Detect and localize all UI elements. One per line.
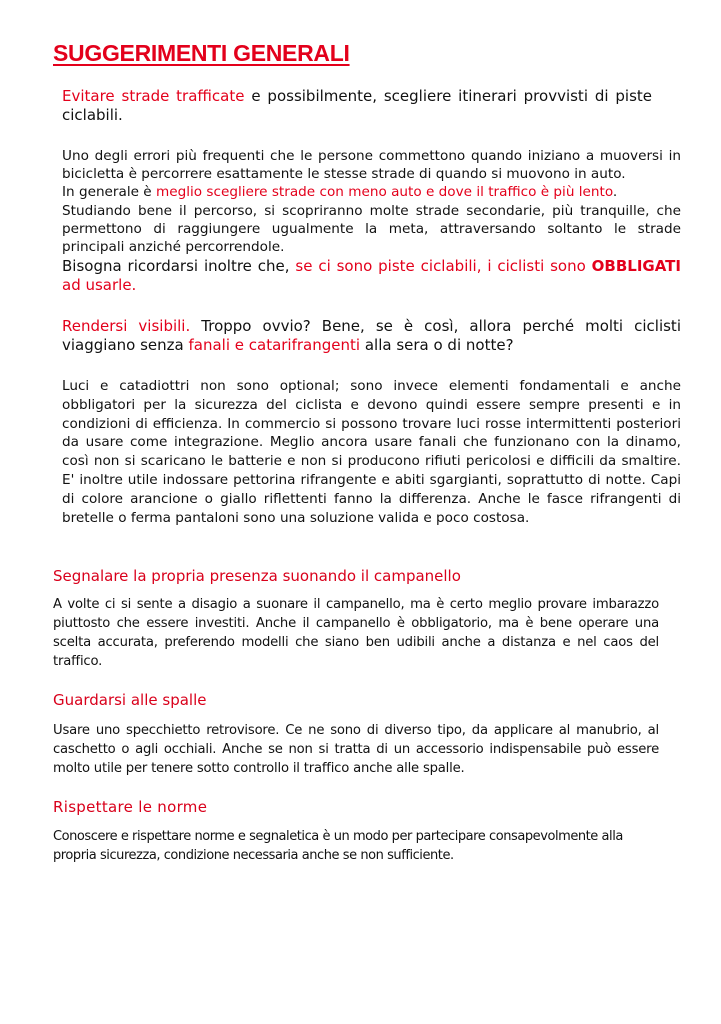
errors-p4-strong: OBBLIGATI — [591, 257, 681, 276]
intro-text: e possibilmente, scegliere itinerari provvisti di piste ciclabili. — [62, 87, 652, 124]
errors-p2-pre: In generale è — [62, 184, 156, 201]
errors-section — [62, 147, 681, 295]
rules-heading: Rispettare le norme — [53, 798, 208, 816]
errors-paragraph-4 — [62, 257, 681, 295]
rules-paragraph: Conoscere e rispettare norme e segnaletica è un modo per partecipare consapevolmente alla propria sicurezza, condizione necessaria anche se non sufficiente. — [53, 829, 623, 863]
errors-paragraph-3: Studiando bene il percorso, si scopriranno molte strade secondarie, più tranquille, che permettono di raggiungere ugualmente la meta, attraversando soltanto le strade principali anziché percorrendole. — [62, 202, 681, 256]
errors-p4-tail: ad usarle. — [62, 276, 137, 295]
bell-heading: Segnalare la propria presenza suonando il campanello — [53, 567, 461, 585]
bell-paragraph: A volte ci si sente a disagio a suonare il campanello, ma è certo meglio provare imbarazzo piuttosto che essere investiti. Anche il campanello è obbligatorio, ma è bene operare una scelta accurata, preferendo modelli che siano ben udibili anche a distanza e nel caos del traffico. — [53, 597, 659, 669]
visibility-paragraph — [62, 317, 681, 355]
errors-p4-pre: Bisogna ricordarsi inoltre che, — [62, 257, 296, 276]
visibility-text-2: alla sera o di notte? — [360, 336, 514, 354]
errors-p4-highlight: se ci sono piste ciclabili, i ciclisti sono — [295, 257, 592, 276]
visibility-highlight: Rendersi visibili. — [62, 317, 191, 335]
shoulders-heading: Guardarsi alle spalle — [53, 691, 207, 709]
visibility-text-1: Troppo ovvio? Bene, se è così, allora perché molti ciclisti viaggiano senza — [62, 317, 681, 354]
errors-paragraph-2 — [62, 183, 681, 201]
intro-highlight: Evitare strade trafficate — [62, 87, 245, 105]
lights-paragraph: Luci e catadiottri non sono optional; sono invece elementi fondamentali e anche obbligatori per la sicurezza del ciclista e devono quindi essere sempre presenti e in condizioni di efficienza. In commercio si possono trovare luci rosse intermittenti posteriori da usare come integrazione. Meglio ancora usare fanali che funzionano con la dinamo, così non si scaricano le batterie e non si producono rifiuti pericolosi e difficili da smaltire. E' inoltre utile indossare pettorina rifrangente e abiti sgargianti, soprattutto di notte. Capi di colore arancione o giallo riflettenti fanno la differenza. Anche le fasce rifrangenti di bretelle o ferma pantaloni sono una soluzione valida e poco costosa. — [62, 378, 681, 526]
errors-paragraph-1: Uno degli errori più frequenti che le persone commettono quando iniziano a muoversi in bicicletta è percorrere esattamente le stesse strade di quando si muovono in auto. — [62, 148, 681, 183]
errors-p2-highlight: meglio scegliere strade con meno auto e dove il traffico è più lento — [155, 184, 613, 201]
visibility-highlight-2: fanali e catarifrangenti — [188, 336, 361, 354]
page-title: SUGGERIMENTI GENERALI — [53, 40, 350, 66]
intro-paragraph — [62, 87, 652, 125]
errors-p2-end: . — [612, 184, 618, 201]
shoulders-paragraph: Usare uno specchietto retrovisore. Ce ne sono di diverso tipo, da applicare al manubrio, al caschetto o agli occhiali. Anche se non si tratta di un accessorio indispensabile può essere molto utile per tenere sotto controllo il traffico anche alle spalle. — [53, 723, 659, 776]
